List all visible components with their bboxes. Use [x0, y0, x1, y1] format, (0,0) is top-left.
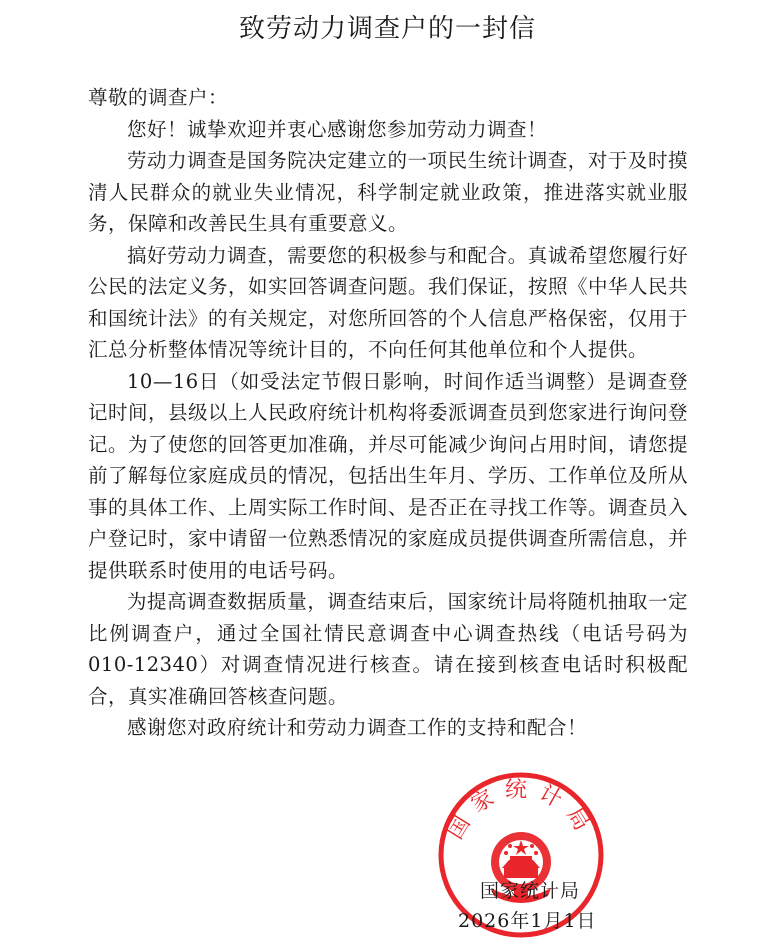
paragraph-registration-time: 10—16日（如受法定节假日影响，时间作适当调整）是调查登记时间，县级以上人民政府统计机构将委派调查员到您家进行询问登记。为了使您的回答更加准确，并尽可能减少询问占用时间，请您提前了解每位家庭成员的情况，包括出生年月、学历、工作单位及所从事的具体工作、上周实际工作时间、是否正在寻找工作等。调查员入户登记时，家中请留一位熟悉情况的家庭成员提供调查所需信息，并提供联系时使用的电话号码。 [88, 369, 689, 582]
letter-body [88, 82, 688, 744]
paragraph-verification: 为提高调查数据质量，调查结束后，国家统计局将随机抽取一定比例调查户，通过全国社情民意调查中心调查热线（电话号码为010-12340）对调查情况进行核查。请在接到核查电话时积极配合，真实准确回答核查问题。 [88, 590, 688, 708]
paragraph-purpose: 劳动力调查是国务院决定建立的一项民生统计调查，对于及时摸清人民群众的就业失业情况，科学制定就业政策，推进落实就业服务，保障和改善民生具有重要意义。 [88, 149, 688, 235]
paragraph-confidentiality: 搞好劳动力调查，需要您的积极参与和配合。真诚希望您履行好公民的法定义务，如实回答调查问题。我们保证，按照《中华人民共和国统计法》的有关规定，对您所回答的个人信息严格保密，仅用于汇总分析整体情况等统计目的，不向任何其他单位和个人提供。 [88, 243, 689, 361]
letter-title: 致劳动力调查户的一封信 [238, 14, 536, 44]
paragraph-thanks: 感谢您对政府统计和劳动力调查工作的支持和配合！ [127, 716, 588, 739]
paragraph-greeting: 您好！诚挚欢迎并衷心感谢您参加劳动力调查！ [127, 117, 548, 141]
signature-date: 2026年1月1日 [458, 910, 597, 932]
signature-organization: 国家统计局 [480, 880, 581, 902]
seal-arc-text: 国家统计局 [442, 778, 600, 844]
letter-salutation: 尊敬的调查户： [88, 86, 229, 109]
